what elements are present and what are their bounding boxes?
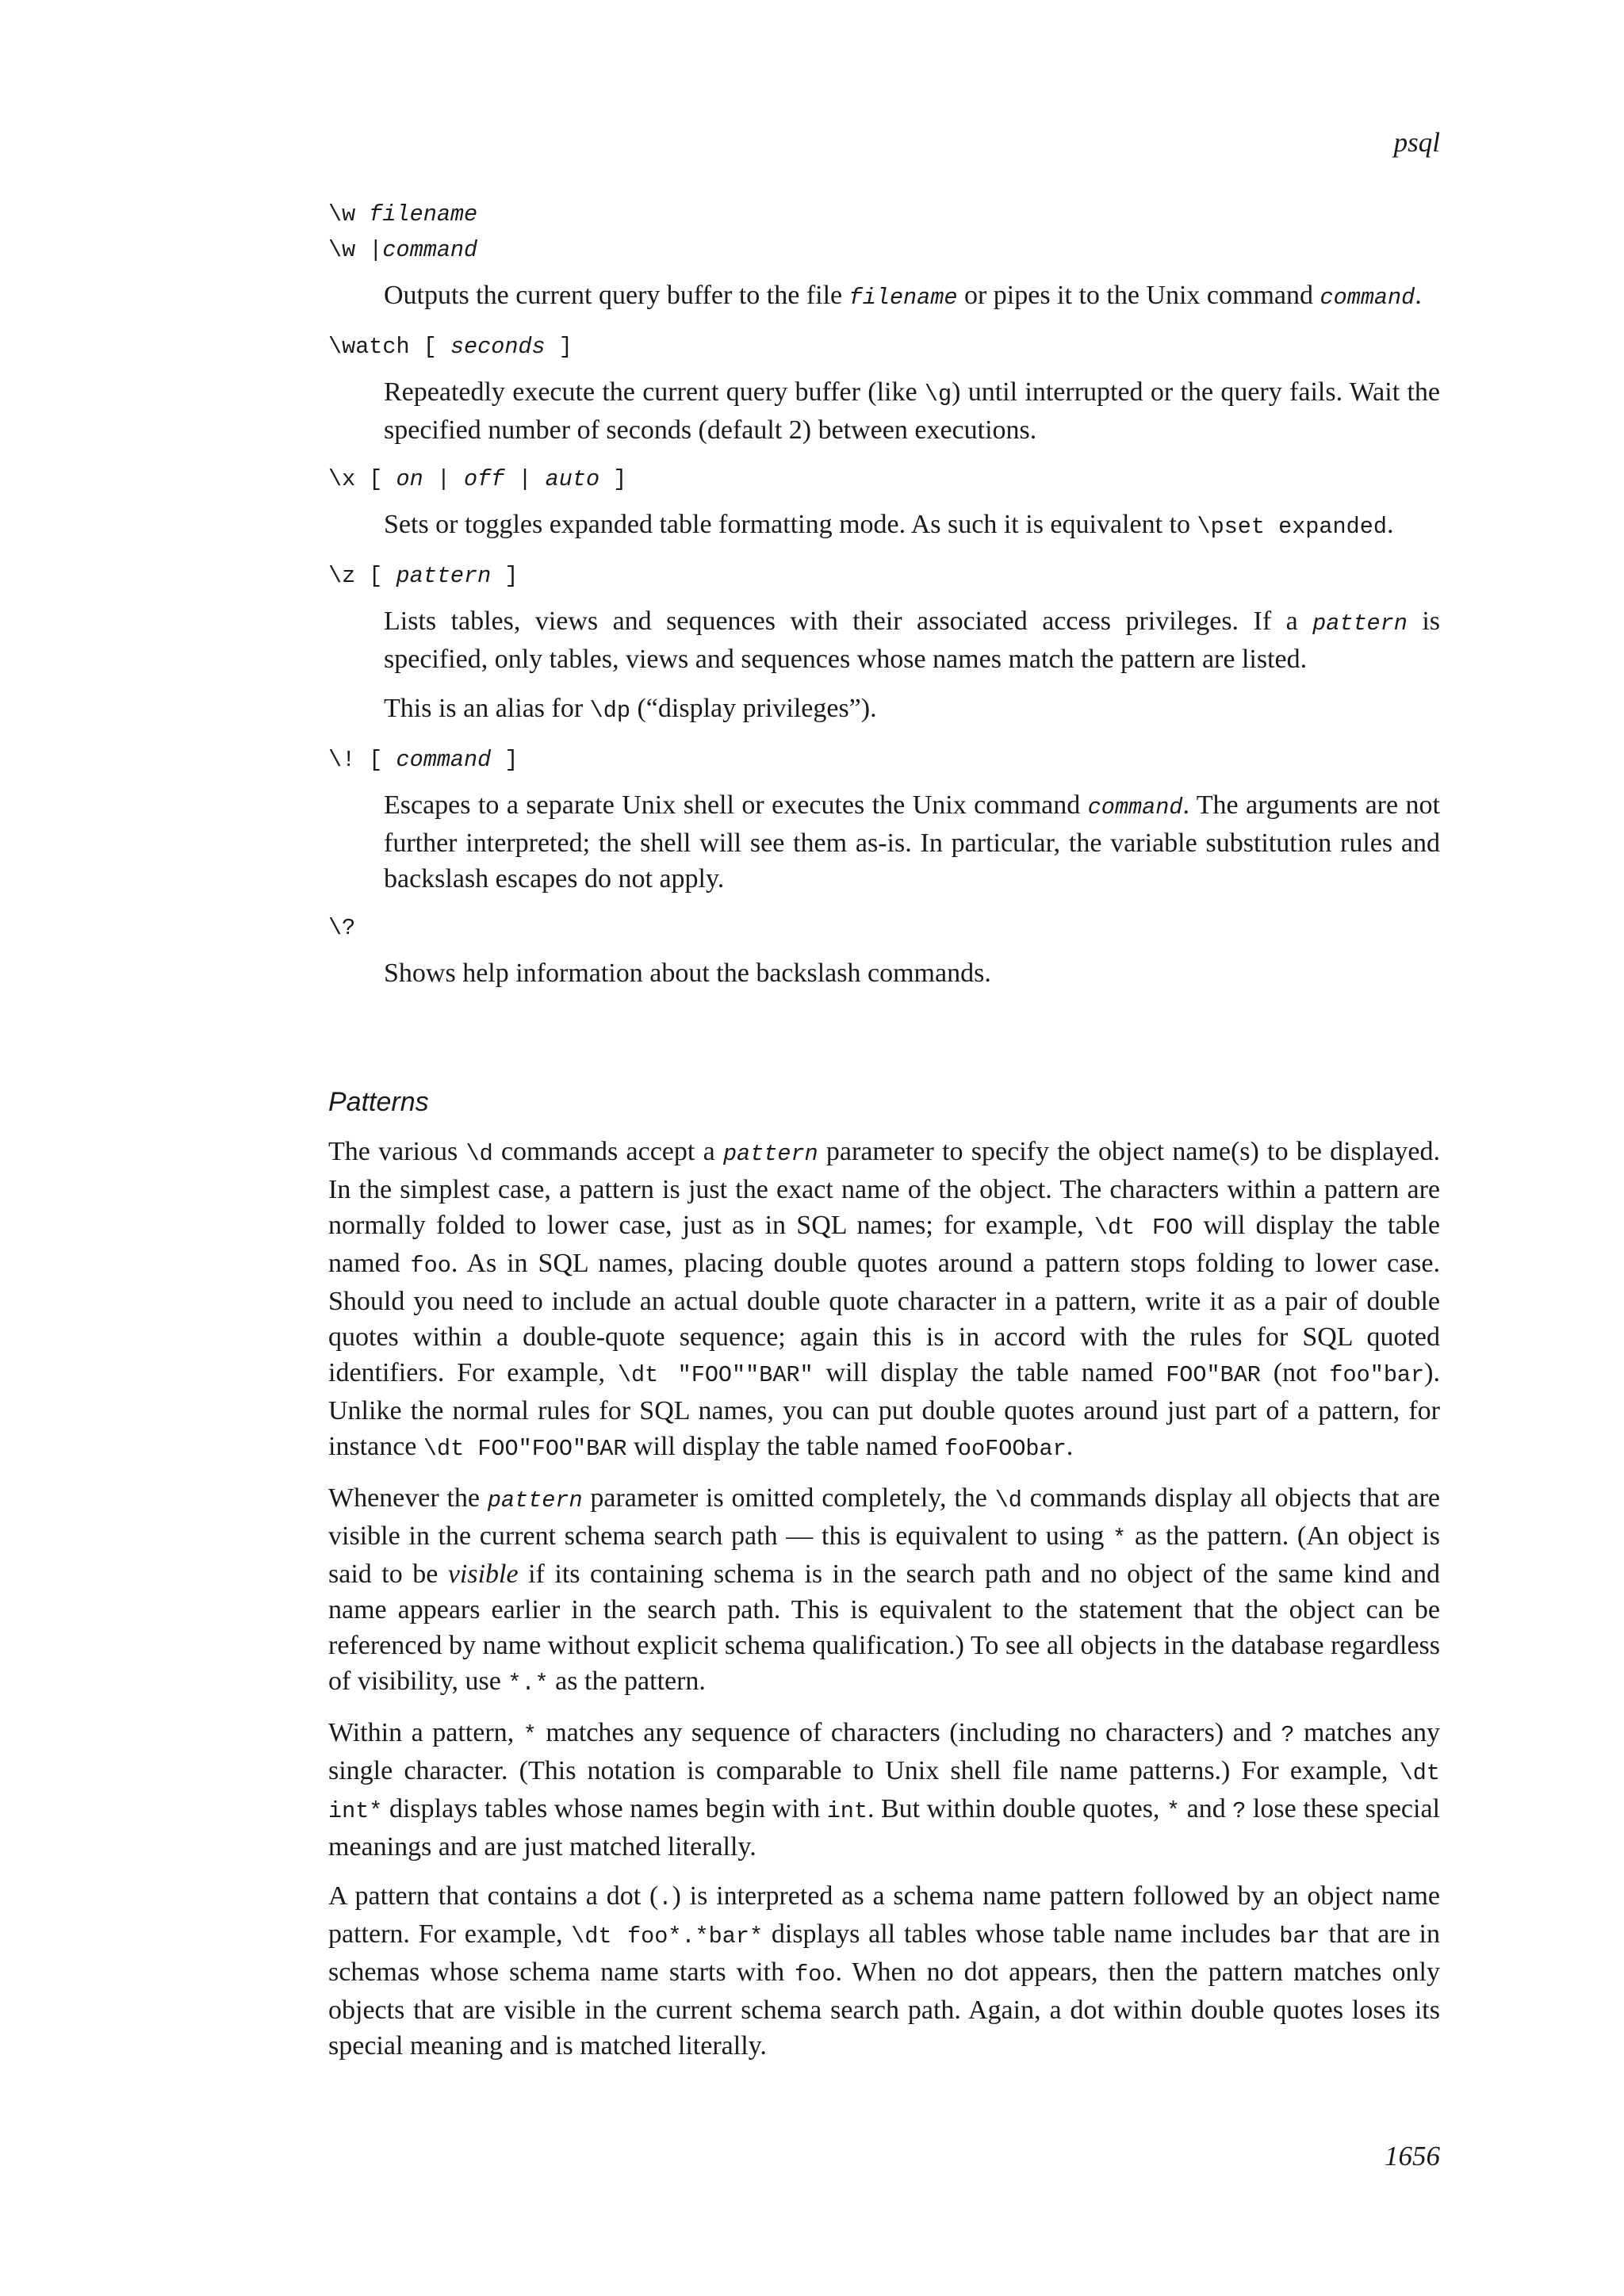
command-description <box>384 691 1440 729</box>
text-run: The various <box>328 1137 466 1166</box>
inline-code: foo"bar <box>1329 1362 1425 1388</box>
inline-code: fooFOObar <box>944 1436 1067 1462</box>
syntax-literal: ] <box>599 466 627 492</box>
text-run: will display the table named <box>813 1358 1166 1387</box>
inline-code: \dt foo*.*bar* <box>571 1923 764 1950</box>
command-entry <box>328 197 1440 316</box>
text-run: parameter to specify the object name(s) to be displayed. In the simplest case, a pattern is just the exact name of the object. The characters within a pattern are normally folded to lower case, just as in SQL names; for example, <box>328 1137 1440 1240</box>
syntax-placeholder: off <box>464 466 505 492</box>
command-description <box>384 603 1440 677</box>
text-run: (“display privileges”). <box>630 694 877 723</box>
inline-code: ? <box>1232 1798 1247 1824</box>
command-description <box>384 277 1440 316</box>
text-run: ) until interrupted or the query fails. Wait the specified number of seconds (default 2) between executions. <box>384 377 1440 445</box>
text-run: will display the table named <box>626 1432 944 1461</box>
text-run: will display the table named <box>328 1211 1440 1278</box>
inline-code-placeholder: pattern <box>722 1141 818 1167</box>
command-description <box>384 507 1440 545</box>
page-content <box>328 197 1440 2077</box>
inline-code: \dt int* <box>328 1760 1440 1824</box>
inline-code: * <box>523 1722 537 1748</box>
inline-code: bar <box>1279 1923 1320 1950</box>
text-run: Repeatedly execute the current query buffer (like <box>384 377 925 407</box>
text-run: matches any sequence of characters (including no characters) and <box>536 1718 1281 1747</box>
text-run: as the pattern. <box>548 1667 706 1696</box>
command-description <box>384 955 1440 991</box>
syntax-placeholder: auto <box>545 466 600 492</box>
text-run: and <box>1180 1794 1233 1823</box>
inline-code: \d <box>994 1487 1022 1513</box>
inline-code: \dt FOO"FOO"BAR <box>423 1436 627 1462</box>
emphasis-text: visible <box>447 1559 519 1589</box>
inline-code: \g <box>924 381 952 408</box>
body-paragraph <box>328 1715 1440 1865</box>
inline-code: . <box>658 1885 672 1911</box>
syntax-literal: ] <box>491 747 519 773</box>
command-syntax <box>328 558 1440 594</box>
syntax-placeholder: command <box>396 747 492 773</box>
text-run: This is an alias for <box>384 694 590 723</box>
text-run: . But within double quotes, <box>867 1794 1166 1823</box>
text-run: . As in SQL names, placing double quotes around a pattern stops folding to lower case. Should you need to include an actual double quote character in a pattern, write it as a pair of double quotes within a double-quote sequence; again this is in accord with the rules for SQL quoted identifiers. For example, <box>328 1249 1440 1387</box>
command-syntax <box>328 232 1440 268</box>
inline-code-placeholder: command <box>1320 285 1415 311</box>
syntax-literal: \! [ <box>328 747 396 773</box>
text-run: (not <box>1260 1358 1330 1387</box>
text-run: commands display all objects that are visible in the current schema search path — this is equivalent to using <box>328 1483 1441 1551</box>
body-paragraph <box>328 1134 1440 1467</box>
page-number: 1656 <box>1385 2141 1440 2172</box>
text-run: ). Unlike the normal rules for SQL names, you can put double quotes around just part of a pattern, for instance <box>328 1358 1440 1461</box>
command-list <box>328 197 1440 991</box>
text-run: Within a pattern, <box>328 1718 523 1747</box>
command-entry <box>328 558 1440 729</box>
text-run: lose these special meanings and are just matched literally. <box>328 1794 1441 1862</box>
inline-code-placeholder: filename <box>848 285 958 311</box>
inline-code: * <box>1113 1525 1127 1552</box>
text-run: Whenever the <box>328 1483 488 1513</box>
text-run: Outputs the current query buffer to the file <box>384 281 849 310</box>
inline-code: * <box>1166 1798 1181 1824</box>
inline-code-placeholder: pattern <box>487 1487 583 1513</box>
running-header: psql <box>1393 127 1440 158</box>
section-title: Patterns <box>328 1087 429 1117</box>
text-run: commands accept a <box>492 1137 723 1166</box>
syntax-literal: \w | <box>328 237 383 263</box>
command-description <box>384 374 1440 448</box>
syntax-placeholder: pattern <box>396 563 492 589</box>
inline-code-placeholder: pattern <box>1312 610 1408 637</box>
command-entry <box>328 461 1440 545</box>
syntax-literal: \? <box>328 915 356 941</box>
text-run: . <box>1386 510 1394 539</box>
text-run: Escapes to a separate Unix shell or executes the Unix command <box>384 790 1088 820</box>
command-syntax <box>328 742 1440 778</box>
inline-code-placeholder: command <box>1087 794 1183 821</box>
body-paragraph <box>328 1878 1440 2064</box>
text-run: . <box>1415 281 1422 310</box>
text-run: A pattern that contains a dot ( <box>328 1881 659 1911</box>
syntax-placeholder: command <box>382 237 478 263</box>
syntax-placeholder: on <box>396 466 423 492</box>
command-syntax <box>328 197 1440 232</box>
inline-code: \dp <box>589 698 630 724</box>
text-run: as the pattern. (An object is said to be <box>328 1521 1440 1589</box>
text-run: that are in schemas whose schema name starts with <box>328 1919 1441 1987</box>
syntax-literal: \w <box>328 201 370 228</box>
text-run: or pipes it to the Unix command <box>957 281 1320 310</box>
inline-code: *.* <box>508 1670 549 1697</box>
syntax-literal: | <box>423 466 465 492</box>
syntax-literal: \watch [ <box>328 334 450 360</box>
inline-code: ? <box>1281 1722 1295 1748</box>
text-run: is specified, only tables, views and sequences whose names match the pattern are listed. <box>384 607 1440 674</box>
syntax-placeholder: filename <box>369 201 478 228</box>
text-run: Sets or toggles expanded table formatting mode. As such it is equivalent to <box>384 510 1197 539</box>
command-syntax <box>328 329 1440 365</box>
text-run: ) is interpreted as a schema name pattern followed by an object name pattern. For example, <box>328 1881 1440 1949</box>
inline-code: foo <box>795 1961 836 1988</box>
syntax-literal: | <box>504 466 546 492</box>
section-body <box>328 1134 1440 2064</box>
text-run: Shows help information about the backslash commands. <box>384 959 991 988</box>
text-run: matches any single character. (This notation is comparable to Unix shell file name patterns.) For example, <box>328 1718 1441 1785</box>
command-entry <box>328 329 1440 448</box>
syntax-literal: \x [ <box>328 466 396 492</box>
text-run: Lists tables, views and sequences with their associated access privileges. If a <box>384 607 1313 636</box>
inline-code: int <box>826 1798 868 1824</box>
text-run: . <box>1066 1432 1074 1461</box>
inline-code: FOO"BAR <box>1166 1362 1261 1388</box>
text-run: . When no dot appears, then the pattern matches only objects that are visible in the current schema search path. Again, a dot within double quotes loses its special meaning and is matched literally. <box>328 1957 1440 2061</box>
syntax-placeholder: seconds <box>450 334 546 360</box>
text-run: if its containing schema is in the search path and no object of the same kind and name appears earlier in the search path. This is equivalent to the statement that the object can be referenced by name without explicit schema qualification.) To see all objects in the database regardless of visibility, use <box>328 1559 1440 1696</box>
text-run: displays tables whose names begin with <box>382 1794 827 1823</box>
command-syntax <box>328 910 1440 946</box>
inline-code: foo <box>410 1253 451 1279</box>
inline-code: \d <box>465 1141 493 1167</box>
body-paragraph <box>328 1480 1440 1701</box>
inline-code: \dt "FOO""BAR" <box>617 1362 814 1388</box>
text-run: parameter is omitted completely, the <box>582 1483 995 1513</box>
inline-code: \pset expanded <box>1197 514 1387 540</box>
syntax-literal: \z [ <box>328 563 396 589</box>
command-entry <box>328 742 1440 897</box>
command-syntax <box>328 461 1440 497</box>
syntax-literal: ] <box>545 334 573 360</box>
command-entry <box>328 910 1440 991</box>
text-run: . The arguments are not further interpreted; the shell will see them as-is. In particular, the variable substitution rules and backslash escapes do not apply. <box>384 790 1441 894</box>
text-run: displays all tables whose table name includes <box>763 1919 1280 1949</box>
inline-code: \dt FOO <box>1094 1215 1193 1241</box>
syntax-literal: ] <box>491 563 519 589</box>
command-description <box>384 787 1440 897</box>
